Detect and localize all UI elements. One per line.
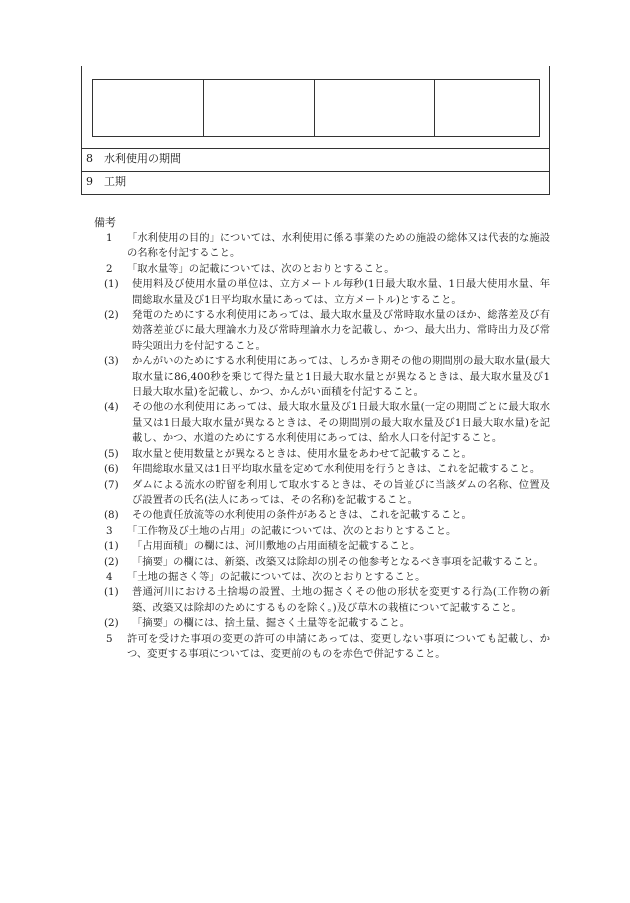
note-number: (1) (104, 540, 119, 553)
blank-table (92, 79, 540, 137)
note-number: 4 (106, 570, 113, 583)
note-text: 発電のためにする水利使用にあっては、最大取水量及び常時取水量のほか、総落差及び有効落差並びに最大理論水力及び常時理論水力を記載し、かつ、最大出力、常時出力及び常時尖頭出力を付記すること。 (132, 309, 550, 352)
note-number: (2) (104, 617, 119, 630)
note-number: 3 (106, 524, 113, 537)
item-construction-period (86, 175, 126, 188)
note-number: (6) (104, 463, 119, 476)
note-number: 1 (106, 232, 113, 244)
note-text: 「工作物及び土地の占用」の記載については、次のとおりとすること。 (127, 524, 457, 537)
table-cell (93, 80, 204, 137)
note-text: 許可を受けた事項の変更の許可の申請にあっては、変更しない事項についても記載し、かつ、変更する事項については、変更前のものを赤色で併記すること。 (127, 632, 550, 660)
note-item (94, 277, 550, 308)
note-text: 「水利使用の目的」については、水利使用に係る事業のための施設の総体又は代表的な施設の名称を付記すること。 (127, 232, 550, 260)
note-text: 普通河川における土捨場の設置、土地の掘さくその他の形状を変更する行為(工作物の新築、改築又は除却のためにするものを除く。)及び草木の栽植について記載すること。 (132, 586, 550, 614)
note-item (94, 308, 550, 354)
note-item (94, 555, 550, 570)
item-number: 8 (86, 152, 93, 165)
note-text: ダムによる流水の貯留を利用して取水するときは、その旨並びに当該ダムの名称、位置及び設置者の氏名(法人にあっては、その名称)を記載すること。 (132, 478, 550, 506)
note-number: (2) (104, 309, 119, 322)
note-text: 「摘要」の欄には、新築、改築又は除却の別その他参考となるべき事項を記載すること。 (132, 555, 544, 568)
note-number: (5) (104, 447, 119, 460)
note-item (94, 478, 550, 509)
note-item (94, 570, 550, 585)
note-text: 「摘要」の欄には、捨土量、掘さく土量等を記載すること。 (132, 617, 411, 630)
note-number: (8) (104, 509, 119, 522)
item-number: 9 (86, 175, 93, 188)
note-text: 「土地の掘さく等」の記載については、次のとおりとすること。 (127, 570, 426, 583)
note-item (94, 462, 550, 477)
note-item (94, 524, 550, 539)
note-number: (7) (104, 478, 119, 491)
item-label: 水利使用の期間 (104, 152, 181, 165)
note-number: 2 (106, 262, 113, 275)
note-text: 「取水量等」の記載については、次のとおりとすること。 (127, 262, 395, 275)
note-item (94, 585, 550, 616)
note-item (94, 616, 550, 631)
table-cell (315, 80, 435, 137)
note-item (94, 262, 550, 277)
note-number: (1) (104, 586, 119, 599)
notes-list (94, 231, 550, 662)
table-cell (204, 80, 315, 137)
note-item (94, 539, 550, 554)
note-number: (2) (104, 555, 119, 568)
note-item (94, 400, 550, 446)
table-cell (435, 80, 540, 137)
item-label: 工期 (104, 175, 126, 188)
note-item (94, 508, 550, 523)
note-text: 取水量と使用数量とが異なるときは、使用水量をあわせて記載すること。 (132, 447, 472, 460)
divider-line (81, 171, 550, 172)
note-item (94, 447, 550, 462)
note-number: (1) (104, 278, 119, 291)
note-text: 「占用面積」の欄には、河川敷地の占用面積を記載すること。 (132, 540, 421, 553)
note-text: 使用料及び使用水量の単位は、立方メートル毎秒(1日最大取水量、1日最大使用水量、年間総取水量及び1日平均取水量にあっては、立方メートル)とすること。 (132, 278, 550, 306)
note-text: その他の水利使用にあっては、最大取水量及び1日最大取水量(一定の期間ごとに最大取水量又は1日最大取水量が異なるときは、その期間別の最大取水量及び1日最大取水量)を記載し、かつ、水道のためにする水利使用にあっては、給水人口を付記すること。 (132, 401, 550, 445)
note-number: (4) (104, 401, 119, 414)
notes-title: 備考 (94, 216, 116, 229)
note-text: 年間総取水量又は1日平均取水量を定めて水利使用を行うときは、これを記載すること。 (132, 463, 541, 476)
note-text: かんがいのためにする水利使用にあっては、しろかき期その他の期間別の最大取水量(最大取水量に86,400秒を乗じて得た量と1日最大取水量とが異なるときは、最大取水量及び1日最大取水量)を記載し、かつ、かんがい面積を付記すること。 (132, 355, 550, 399)
note-text: その他責任放流等の水利使用の条件があるときは、これを記載すること。 (132, 509, 472, 522)
item-period (86, 152, 181, 165)
table-row (93, 80, 540, 137)
note-number: (3) (104, 355, 119, 368)
note-item (94, 354, 550, 400)
note-item (94, 231, 550, 262)
note-number: 5 (106, 632, 113, 645)
note-item (94, 632, 550, 663)
divider-line (81, 148, 550, 149)
